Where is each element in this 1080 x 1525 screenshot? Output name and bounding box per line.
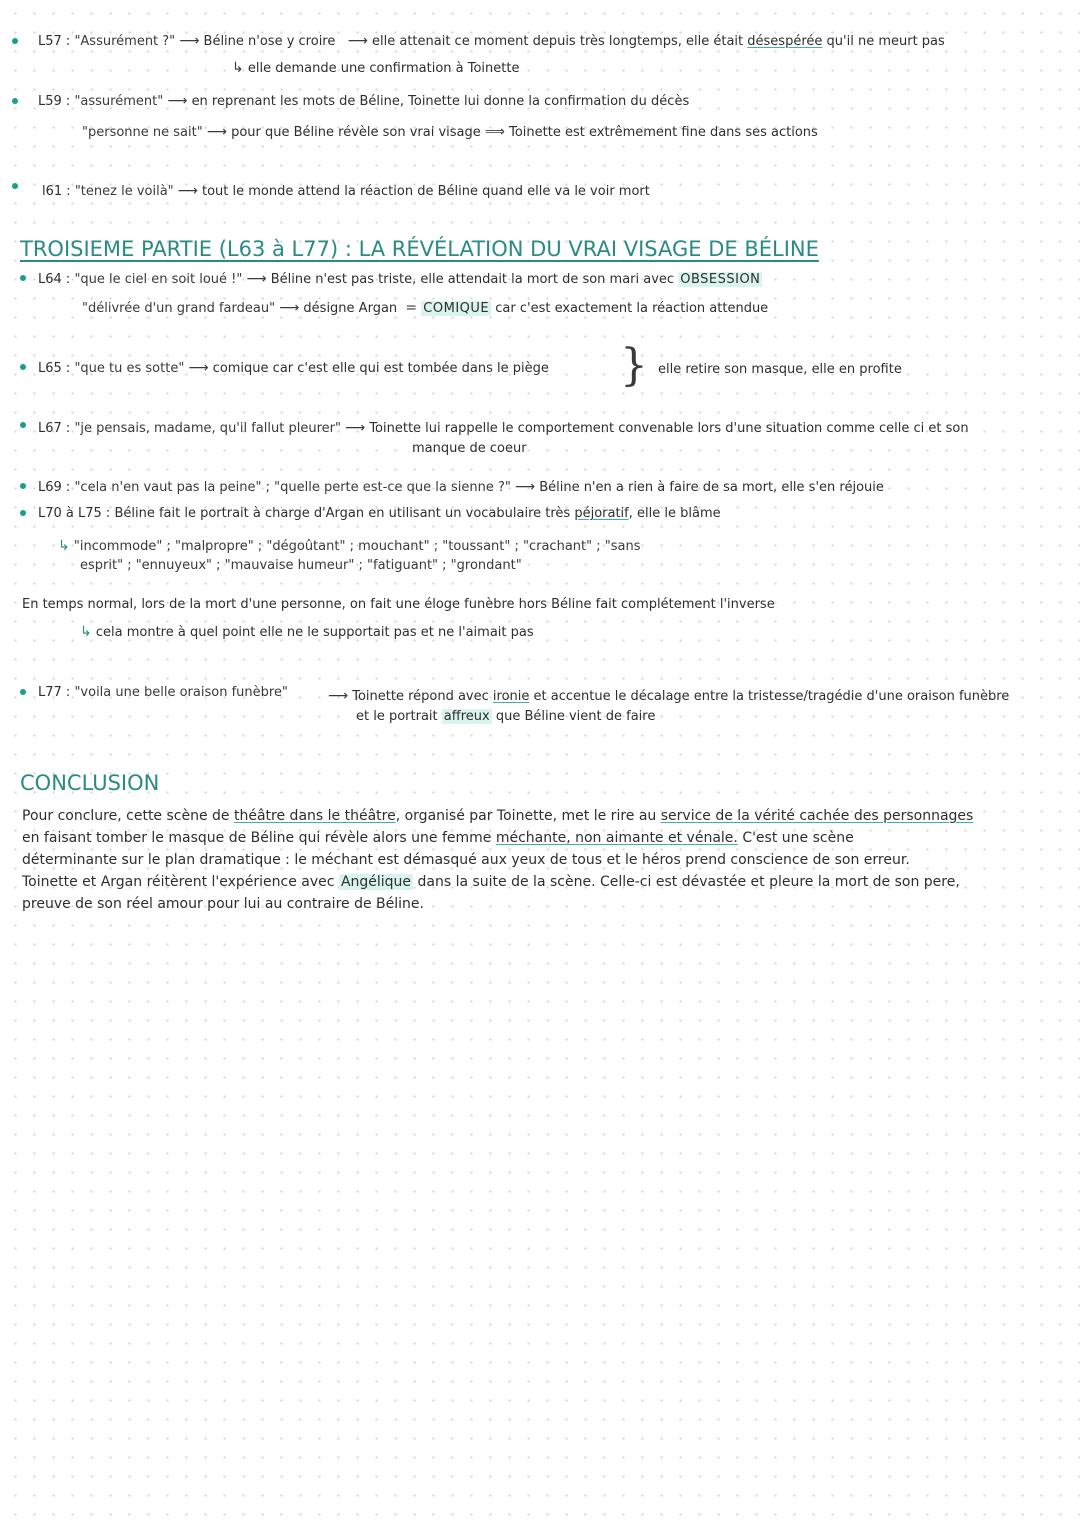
bullet [12, 183, 18, 189]
text: en faisant tomber le masque de Béline qui révèle alors une femme [22, 830, 492, 846]
quote: "Assurément ?" [74, 34, 176, 49]
note-l67-sub [412, 441, 527, 457]
comment: en reprenant les mots de Béline, Toinette lui donne la confirmation du décès [191, 94, 690, 109]
comment: Béline n'en a rien à faire de sa mort, elle s'en réjouie [539, 480, 884, 495]
paragraph-line [22, 827, 1080, 849]
highlight: affreux [443, 709, 490, 724]
note-l77-comment [328, 688, 1009, 705]
brace-icon: } [620, 340, 648, 391]
comment: Toinette répond avec [352, 689, 489, 704]
comment: tout le monde attend la réaction de Béline quand elle va le voir mort [202, 184, 650, 199]
quote: "cela n'en vaut pas la peine" ; "quelle perte est-ce que la sienne ?" [74, 480, 511, 495]
line-ref: L70 à L75 : [38, 506, 111, 521]
note-l64 [38, 271, 762, 288]
comment: En temps normal, lors de la mort d'une personne, on fait une éloge funèbre hors Béline fait complétement l'inverse [22, 597, 775, 612]
text: C'est une scène [742, 830, 854, 846]
text: , organisé par Toinette, met le rire au [395, 808, 657, 824]
line-ref: L77 : [38, 685, 71, 700]
text: preuve de son réel amour pour lui au contraire de Béline. [22, 896, 424, 912]
note-l70-words [58, 538, 640, 555]
comment: car c'est exactement la réaction attendue [495, 301, 769, 316]
line-ref: L57 : [38, 34, 71, 49]
note-l77 [38, 685, 288, 701]
comment: Toinette lui rappelle le comportement convenable lors d'une situation comme celle ci et son [369, 421, 969, 436]
paragraph-line [22, 871, 1080, 893]
comment: , elle le blâme [628, 506, 721, 521]
note-l69 [38, 479, 884, 496]
quote: "incommode" ; "malpropre" ; "dégoûtant" ; mouchant" ; "toussant" ; "crachant" ; "sans [73, 539, 641, 554]
text: Toinette et Argan réitèrent l'expérience avec [22, 874, 335, 890]
line-ref: L59 : [38, 94, 71, 109]
arrow-icon: ⟶ [279, 300, 300, 316]
quote: "assurément" [74, 94, 164, 109]
comment: Béline fait le portrait à charge d'Argan en utilisant un vocabulaire très [114, 506, 571, 521]
note-l77-sub [356, 709, 655, 725]
comment: elle attenait ce moment depuis très longtemps, elle était [372, 34, 744, 49]
note-l67 [38, 420, 969, 437]
highlight: péjoratif [574, 506, 629, 521]
highlight: théâtre dans le théâtre [234, 808, 396, 824]
highlight: OBSESSION [680, 272, 761, 287]
paragraph-line [22, 805, 1080, 827]
highlight: désespérée [747, 34, 823, 49]
return-arrow-icon: ↳ [58, 538, 70, 554]
quote: "je pensais, madame, qu'il fallut pleurer" [74, 421, 341, 436]
highlight: méchante, non aimante et vénale. [495, 830, 738, 846]
line-ref: L67 : [38, 421, 71, 436]
paragraph-line [22, 893, 1080, 915]
return-arrow-icon: ↳ [80, 624, 92, 640]
bullet [20, 422, 26, 428]
arrow-icon: ⟶ [246, 271, 267, 287]
highlight: ironie [492, 689, 530, 704]
line-ref: L69 : [38, 480, 71, 495]
comment: qu'il ne meurt pas [826, 34, 945, 49]
arrow-icon: ⟶ [167, 93, 188, 109]
note-l59-sub [82, 124, 818, 141]
note-paragraph [22, 597, 775, 613]
implies-arrow-icon: ⟹ [484, 124, 505, 140]
arrow-icon: ⟶ [347, 33, 368, 49]
quote: "délivrée d'un grand fardeau" [82, 301, 276, 316]
quote: "tenez le voilà" [74, 184, 174, 199]
note-l57-sub [232, 60, 519, 77]
note-paragraph-sub [80, 624, 534, 641]
bullet [20, 689, 26, 695]
note-l59 [38, 93, 689, 110]
bullet [20, 510, 26, 516]
arrow-icon: ⟶ [514, 479, 536, 495]
bullet [20, 364, 26, 370]
text: déterminante sur le plan dramatique : le méchant est démasqué aux yeux de tous et le héros prend conscience de son erreur. [22, 852, 910, 868]
bullet [12, 38, 18, 44]
quote: "voila une belle oraison funèbre" [74, 685, 288, 700]
paragraph-line [22, 849, 1080, 871]
note-l57 [38, 33, 945, 50]
highlight: COMIQUE [423, 301, 490, 316]
bullet [20, 275, 26, 281]
comment: Toinette est extrêmement fine dans ses actions [509, 125, 818, 140]
arrow-icon: ⟶ [179, 33, 200, 49]
quote: "que tu es sotte" [74, 361, 185, 376]
arrow-icon: ⟶ [188, 360, 209, 376]
arrow-icon: ⟶ [206, 124, 227, 140]
note-l65 [38, 360, 549, 377]
comment: désigne Argan [303, 301, 398, 316]
comment: manque de coeur [412, 441, 527, 456]
comment: Béline n'ose y croire [203, 34, 336, 49]
highlight: service de la vérité cachée des personnages [660, 808, 974, 824]
quote: "que le ciel en soit loué !" [74, 272, 243, 287]
arrow-icon: ⟶ [177, 183, 198, 199]
text: Pour conclure, cette scène de [22, 808, 230, 824]
comment: et accentue le décalage entre la tristesse/tragédie d'une oraison funèbre [533, 689, 1010, 704]
conclusion-paragraph [22, 805, 1080, 915]
quote: esprit" ; "ennuyeux" ; "mauvaise humeur" ; "fatiguant" ; "grondant" [80, 558, 522, 573]
line-ref: L65 : [38, 361, 71, 376]
section-heading-part3: TROISIEME PARTIE (L63 à L77) : LA RÉVÉLATION DU VRAI VISAGE DE BÉLINE [20, 237, 819, 261]
comment: que Béline vient de faire [495, 709, 656, 724]
return-arrow-icon: ↳ [232, 60, 244, 76]
text: dans la suite de la scène. Celle-ci est dévastée et pleure la mort de son pere, [417, 874, 960, 890]
equals-icon: = [405, 300, 418, 316]
bullet [12, 98, 18, 104]
note-l70-words2 [80, 558, 522, 574]
note-l61 [42, 183, 650, 200]
comment: pour que Béline révèle son vrai visage [231, 125, 481, 140]
comment: cela montre à quel point elle ne le supportait pas et ne l'aimait pas [95, 625, 534, 640]
comment: Béline n'est pas triste, elle attendait la mort de son mari avec [270, 272, 675, 287]
note-l64-sub [82, 300, 768, 317]
highlight: Angélique [340, 874, 412, 890]
comment: elle retire son masque, elle en profite [658, 362, 902, 377]
note-l70 [38, 506, 721, 522]
line-ref: l61 : [42, 184, 71, 199]
note-l65-brace [658, 362, 902, 378]
comment: elle demande une confirmation à Toinette [247, 61, 520, 76]
line-ref: L64 : [38, 272, 71, 287]
arrow-icon: ⟶ [345, 420, 366, 436]
section-heading-conclusion: CONCLUSION [20, 771, 160, 795]
quote: "personne ne sait" [82, 125, 203, 140]
bullet [20, 483, 26, 489]
comment: comique car c'est elle qui est tombée dans le piège [212, 361, 549, 376]
comment: et le portrait [356, 709, 438, 724]
arrow-icon: ⟶ [328, 688, 349, 704]
